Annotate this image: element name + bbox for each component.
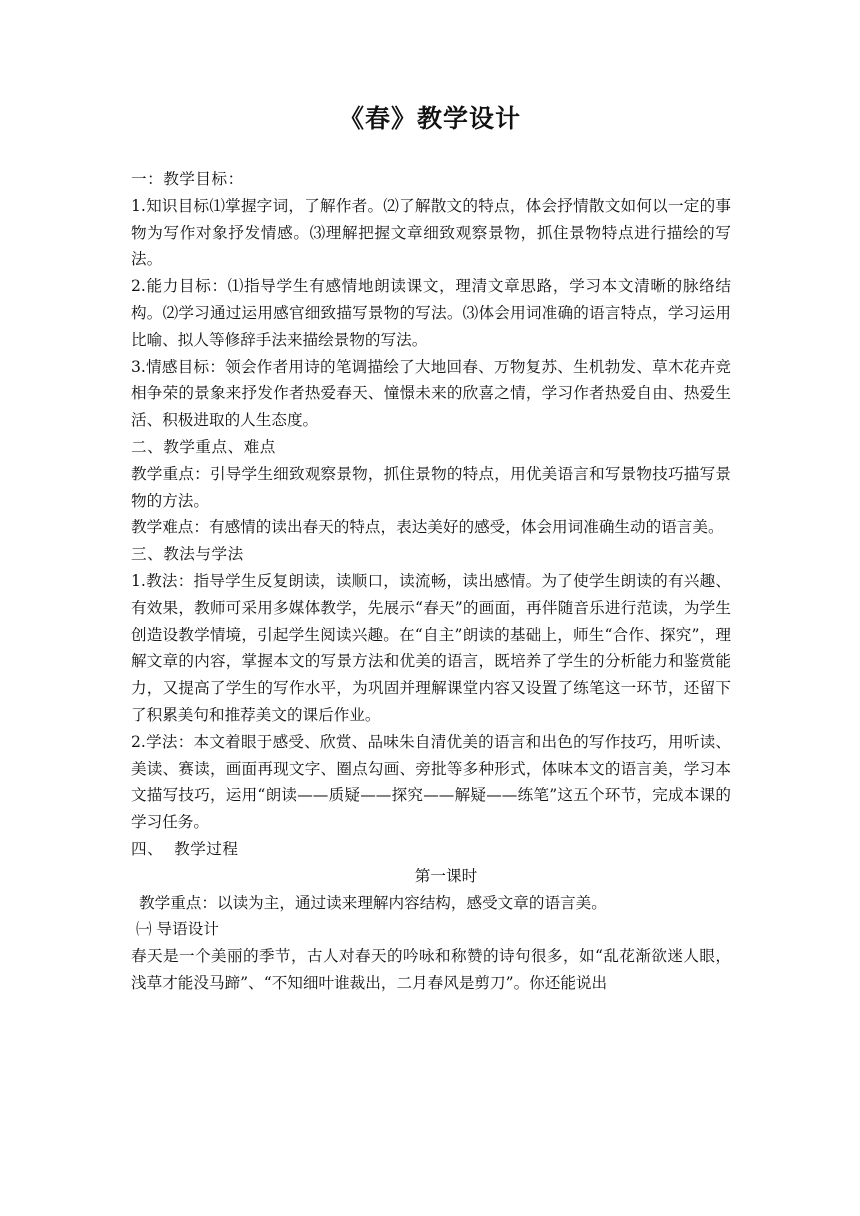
section-heading-objectives: 一：教学目标： <box>131 170 244 188</box>
paragraph-emotion-goal: 3.情感目标：领会作者用诗的笔调描绘了大地回春、万物复苏、生机勃发、草木花卉竞相争荣的景象来抒发作者热爱春天、憧憬未来的欣喜之情，学习作者热爱自由、热爱生活、积极进取的人生态度。 <box>131 357 731 430</box>
document-body <box>131 166 731 997</box>
paragraph-introduction: 春天是一个美丽的季节，古人对春天的吟咏和称赞的诗句很多，如“乱花渐欲迷人眼，浅草才能没马蹄”、“不知细叶谁裁出，二月春风是剪刀”。你还能说出 <box>131 947 731 992</box>
section-heading-key-points: 二、教学重点、难点 <box>131 437 276 456</box>
document-title: 《春》教学设计 <box>338 104 521 133</box>
paragraph-ability-goal: 2.能力目标：⑴指导学生有感情地朗读课文，理清文章思路，学习本文清晰的脉络结构。⑵学习通过运用感官细致描写景物的写法。⑶体会用词准确的语言特点，学习运用比喻、拟人等修辞手法来描绘景物的写法。 <box>131 277 731 349</box>
section-heading-process: 四、 教学过程 <box>131 839 239 858</box>
paragraph-key-point: 教学重点：引导学生细致观察景物，抓住景物的特点，用优美语言和写景物技巧描写景物的方法。 <box>131 464 731 510</box>
section-heading-methods: 三、教法与学法 <box>131 545 244 564</box>
paragraph-knowledge-goal: 1.知识目标⑴掌握字词，了解作者。⑵了解散文的特点，体会抒情散文如何以一定的事物为写作对象抒发情感。⑶理解把握文章细致观察景物，抓住景物特点进行描绘的写法。 <box>131 196 731 269</box>
paragraph-learning-method: 2.学法：本文着眼于感受、欣赏、品味朱自清优美的语言和出色的写作技巧，用听读、美读、赛读，画面再现文字、圈点勾画、旁批等多种形式，体味本文的语言美，学习本文描写技巧，运用“朗读——质疑——探究——解疑——练笔”这五个环节，完成本课的学习任务。 <box>131 732 731 832</box>
lesson-heading: 第一课时 <box>414 866 478 885</box>
paragraph-lesson-focus: 教学重点：以读为主，通过读来理解内容结构，感受文章的语言美。 <box>139 893 607 912</box>
paragraph-difficulty: 教学难点：有感情的读出春天的特点，表达美好的感受，体会用词准确生动的语言美。 <box>131 518 724 537</box>
paragraph-teaching-method: 1.教法：指导学生反复朗读，读顺口，读流畅，读出感情。为了使学生朗读的有兴趣、有效果，教师可采用多媒体教学，先展示“春天”的画面，再伴随音乐进行范读，为学生创造设教学情境，引起学生阅读兴趣。在“自主”朗读的基础上，师生“合作、探究”，理解文章的内容，掌握本文的写景方法和优美的语言，既培养了学生的分析能力和鉴赏能力，又提高了学生的写作水平，为巩固并理解课堂内容又设置了练笔这一环节，还留下了积累美句和推荐美文的课后作业。 <box>131 571 731 724</box>
subheading-introduction: ㈠ 导语设计 <box>136 920 219 939</box>
